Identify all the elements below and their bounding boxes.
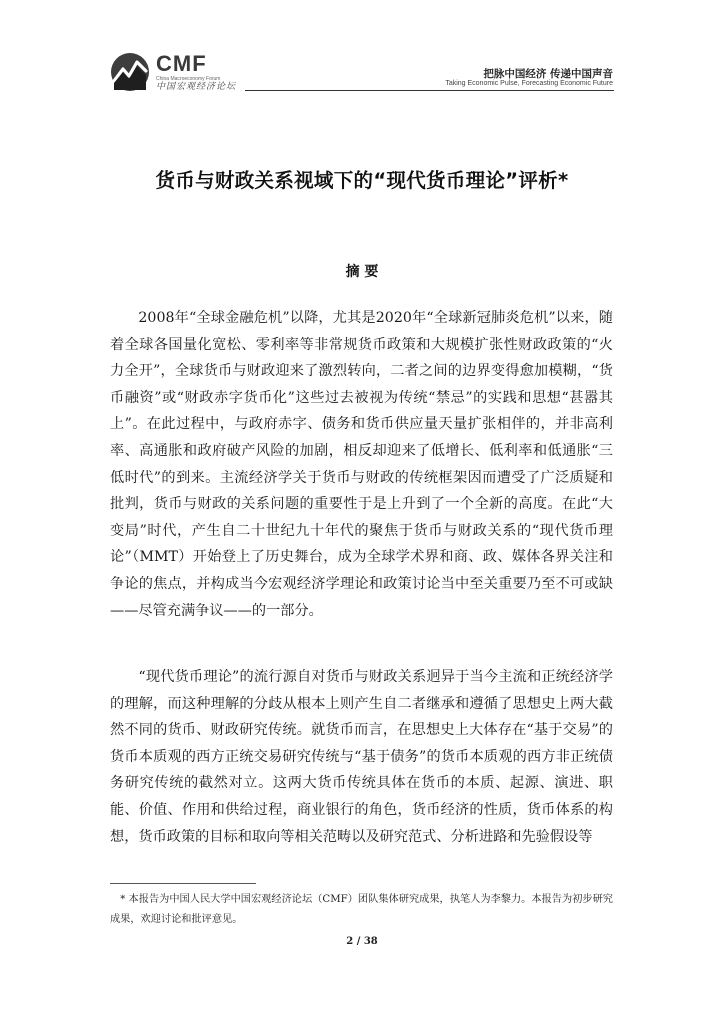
document-title: 货币与财政关系视域下的“现代货币理论”评析*: [155, 169, 569, 192]
header-divider: [245, 90, 614, 91]
footnote: * 本报告为中国人民大学中国宏观经济论坛（CMF）团队集体研究成果，执笔人为李黎力。本报告为初步研究成果，欢迎讨论和批评意见。: [110, 894, 613, 925]
abstract-paragraph-2: “现代货币理论”的流行源自对货币与财政关系迥异于当今主流和正统经济学的理解，而这种理解的分歧从根本上则产生自二者继承和遵循了思想史上两大截然不同的货币、财政研究传统。就货币而言，在思想史上大体存在“基于交易”的货币本质观的西方正统交易研究传统与“基于债务”的货币本质观的西方非正统债务研究传统的截然对立。这两大货币传统具体在货币的本质、起源、演进、职能、价值、作用和供给过程，商业银行的角色，货币经济的性质，货币体系的构想，货币政策的目标和取向等相关范畴以及研究范式、分析进路和先验假设等: [110, 669, 613, 845]
page-number: 2 / 38: [346, 936, 378, 947]
header-slogan-english: Taking Economic Pulse, Forecasting Economic Future: [445, 80, 613, 87]
mountain-chart-logo-icon: [110, 52, 150, 92]
header-slogan-chinese: 把脉中国经济 传递中国声音: [483, 68, 613, 80]
cmf-logo: [110, 52, 260, 96]
logo-english-name: China Macroeconomy Forum: [156, 76, 221, 82]
abstract-paragraph-1: 2008年“全球金融危机”以降，尤其是2020年“全球新冠肺炎危机”以来，随着全球各国量化宽松、零利率等非常规货币政策和大规模扩张性财政政策的“火力全开”，全球货币与财政迎来了激烈转向，二者之间的边界变得愈加模糊，“货币融资”或“财政赤字货币化”这些过去被视为传统“禁忌”的实践和思想“甚嚣其上”。在此过程中，与政府赤字、债务和货币供应量天量扩张相伴的，并非高利率、高通胀和政府破产风险的加剧，相反却迎来了低增长、低利率和低通胀“三低时代”的到来。主流经济学关于货币与财政的传统框架因而遭受了广泛质疑和批判，货币与财政的关系问题的重要性于是上升到了一个全新的高度。在此“大变局”时代，产生自二十世纪九十年代的聚焦于货币与财政关系的“现代货币理论”（MMT）开始登上了历史舞台，成为全球学术界和商、政、媒体各界关注和争论的焦点，并构成当今宏观经济学理论和政策讨论当中至关重要乃至不可或缺——尽管充满争议——的一部分。: [110, 310, 613, 619]
logo-wordmark: CMF: [156, 51, 207, 76]
abstract-heading: 摘 要: [345, 264, 379, 280]
logo-chinese-name: 中国宏观经济论坛: [156, 82, 237, 92]
footnote-divider: [110, 883, 256, 884]
